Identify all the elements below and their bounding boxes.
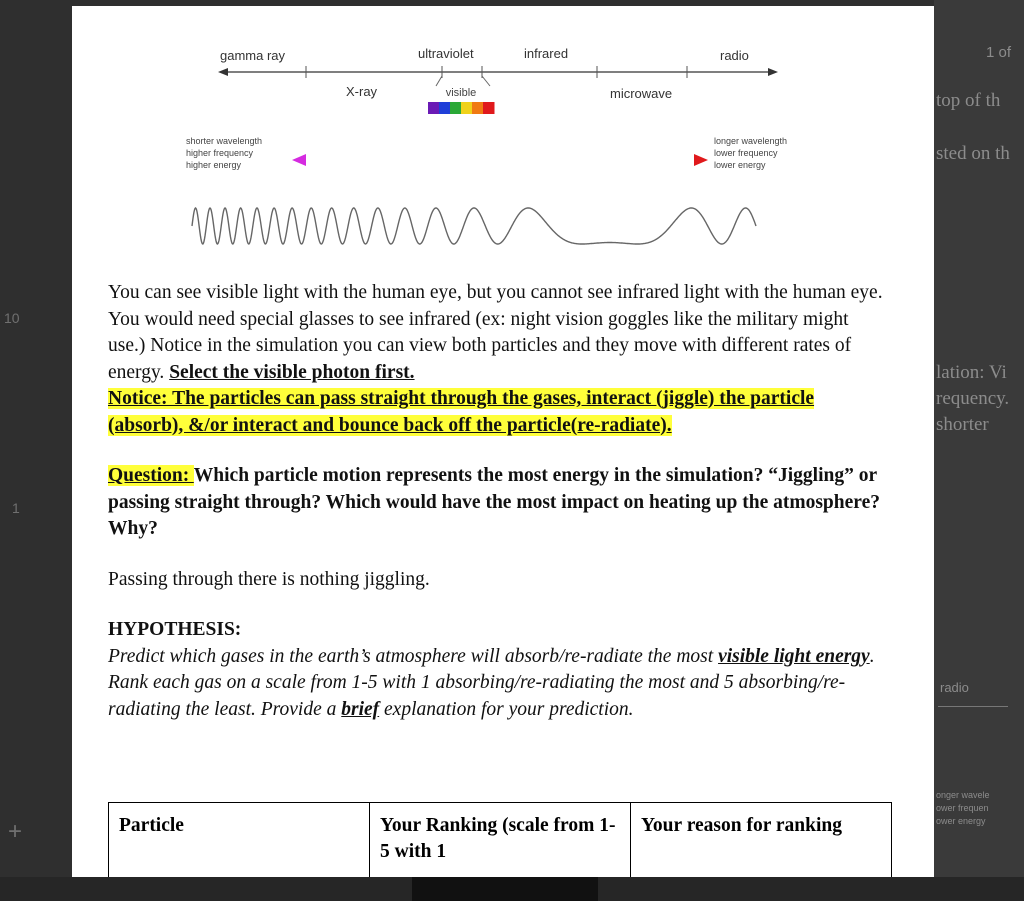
- visible-callout-line: [436, 76, 442, 86]
- visible-color-swatch: [472, 102, 484, 114]
- bg-fragment: top of th: [936, 90, 1001, 111]
- bg-fragment: shorter: [936, 414, 989, 435]
- document-body: [108, 280, 888, 723]
- notice-paragraph: [108, 386, 888, 439]
- left-desc-line: higher frequency: [186, 148, 254, 158]
- left-desc-line: shorter wavelength: [186, 136, 263, 146]
- visible-callout-line: [482, 76, 490, 86]
- background-document-right: [934, 0, 1024, 901]
- em-spectrum-diagram: [172, 36, 792, 276]
- select-visible-photon: Select the visible photon first.: [169, 361, 415, 383]
- visible-color-swatch: [439, 102, 451, 114]
- arrow-head-left: [292, 154, 306, 166]
- visible-color-swatch: [428, 102, 440, 114]
- hypothesis-paragraph: [108, 644, 888, 724]
- question-paragraph: [108, 463, 888, 543]
- axis-arrow-left: [218, 68, 228, 76]
- right-desc-line: lower energy: [714, 160, 766, 170]
- page-indicator: 1 of: [986, 44, 1012, 61]
- label-gamma-ray: gamma ray: [220, 48, 286, 63]
- header-ranking: Your Ranking (scale from 1-5 with 1: [370, 803, 631, 878]
- notice-text: Notice: The particles can pass straight through the gases, interact (jiggle) the particle (absorb), &/or interact and bounce back off the particle(re-radiate).: [108, 388, 815, 436]
- label-visible: visible: [445, 87, 477, 99]
- bg-arrow: [938, 706, 1008, 707]
- visible-color-swatch: [483, 102, 495, 114]
- header-reason: Your reason for ranking: [631, 803, 892, 878]
- gutter-number: 1: [12, 500, 20, 516]
- bg-fragment: ower frequen: [936, 803, 989, 813]
- intro-text: You can see visible light with the human eye, but you cannot see infrared light with the human eye. You would need special glasses to see infrared (ex: night vision goggles like the military might use.) Notice in the simulation you can view both particles and they move with different rates of energy.: [108, 282, 883, 383]
- answer-text: Passing through there is nothing jiggling.: [108, 568, 430, 590]
- label-ultraviolet: ultraviolet: [418, 46, 474, 61]
- right-desc-line: lower frequency: [714, 148, 778, 158]
- left-desc-line: higher energy: [186, 160, 242, 170]
- label-microwave: microwave: [610, 86, 673, 101]
- ranking-table: [108, 802, 892, 877]
- label-radio: radio: [720, 48, 749, 63]
- bg-fragment: onger wavele: [936, 790, 990, 800]
- visible-color-bar: [428, 102, 495, 114]
- label-infrared: infrared: [524, 46, 569, 61]
- bg-fragment: requency.: [936, 388, 1010, 409]
- hyp-text: . Rank each gas on a scale from 1-5 with 1 absorbing/re-radiating the most and 5 absorbing/re-radiating the least. Provide a: [108, 645, 875, 720]
- question-label: Question:: [108, 465, 194, 486]
- bg-fragment: radio: [940, 680, 969, 695]
- hyp-text: Predict which gases in the earth’s atmosphere will absorb/re-radiate the most: [108, 645, 719, 667]
- em-wave: [192, 208, 756, 244]
- table-header-row: [109, 803, 892, 878]
- bg-fragment: ower energy: [936, 816, 986, 826]
- visible-color-swatch: [461, 102, 473, 114]
- hyp-visible-light: visible light energy: [718, 645, 870, 667]
- bg-fragment: sted on th: [936, 143, 1010, 164]
- bottom-toolbar: [412, 877, 598, 901]
- hyp-text: explanation for your prediction.: [379, 698, 634, 720]
- document-page: [72, 6, 934, 877]
- axis-arrow-right: [768, 68, 778, 76]
- header-particle: Particle: [109, 803, 370, 878]
- add-icon[interactable]: +: [8, 818, 23, 845]
- gutter-number: 10: [4, 310, 20, 326]
- label-x-ray: X-ray: [346, 84, 378, 99]
- arrow-head-right: [694, 154, 708, 166]
- visible-color-swatch: [450, 102, 462, 114]
- hypothesis-heading: HYPOTHESIS:: [108, 619, 242, 640]
- hyp-brief: brief: [341, 698, 380, 720]
- intro-paragraph: [108, 280, 888, 386]
- right-desc-line: longer wavelength: [714, 136, 788, 146]
- bg-fragment: lation: Vi: [936, 362, 1007, 383]
- question-text: Which particle motion represents the most energy in the simulation? “Jiggling” or passing straight through? Which would have the most impact on heating up the atmosphere? Why?: [108, 465, 880, 539]
